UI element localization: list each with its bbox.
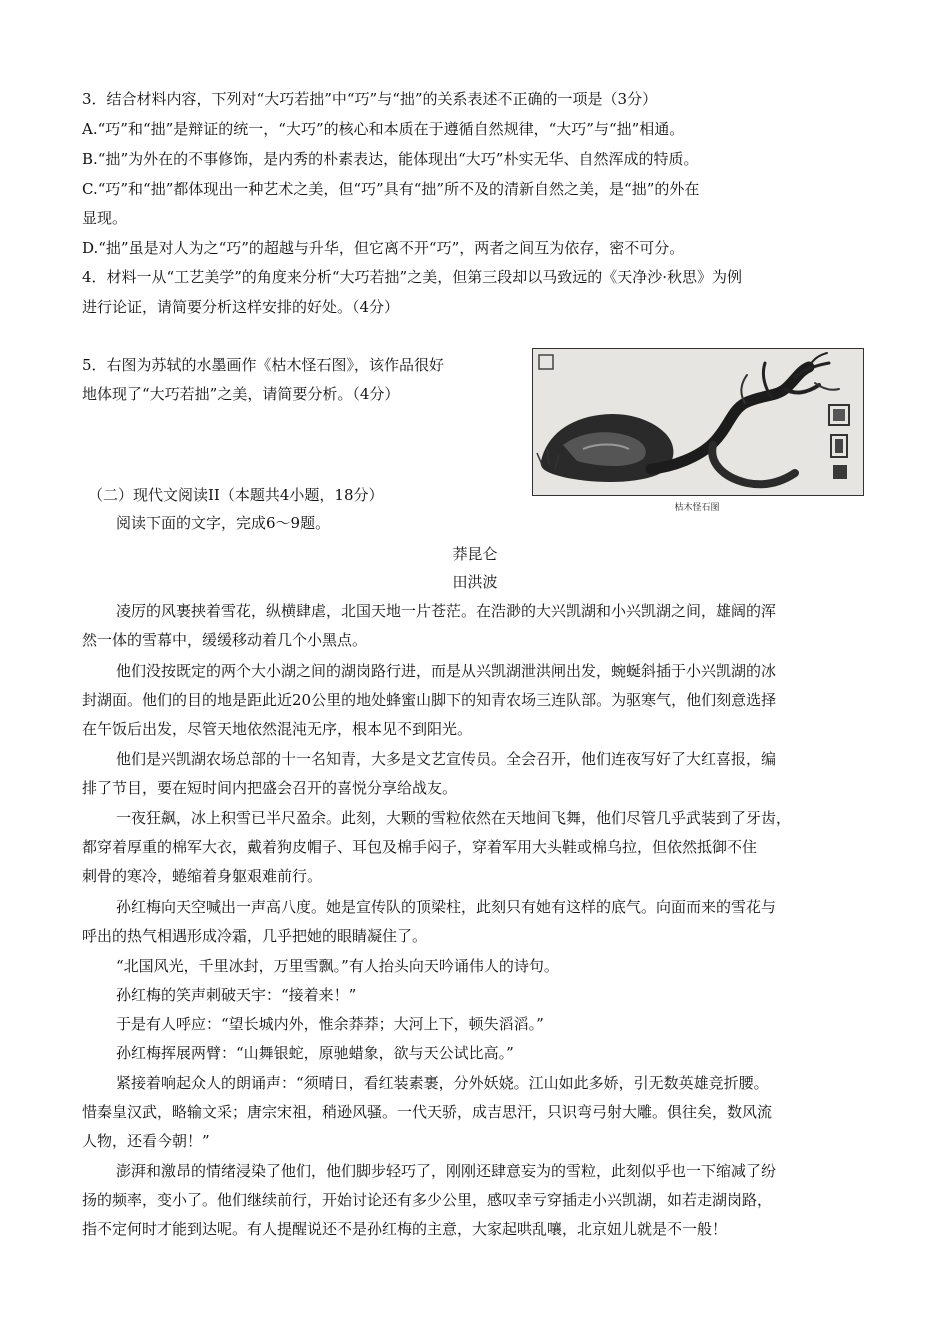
article-line: “北国风光，千里冰封，万里雪飘。”有人抬头向天吟诵伟人的诗句。 [116,957,559,975]
article-line: 惜秦皇汉武，略输文采；唐宗宋祖，稍逊风骚。一代天骄，成吉思汗，只识弯弓射大雕。俱往矣，数风流 [82,1103,773,1121]
q4-line2: 进行论证，请简要分析这样安排的好处。（4分） [82,298,400,316]
article-line: 孙红梅的笑声刺破天宇：“接着来！” [116,986,357,1004]
article-line: 他们是兴凯湖农场总部的十一名知青，大多是文艺宣传员。全会召开，他们连夜写好了大红喜报，编 [116,750,777,768]
article-line: 封湖面。他们的目的地是距此近20公里的地处蜂蜜山脚下的知青农场三连队部。为驱寒气，他们刻意选择 [82,691,777,709]
article-line: 排了节目，要在短时间内把盛会召开的喜悦分享给战友。 [82,779,458,797]
article-line: 呼出的热气相遇形成冷霜，几乎把她的眼睛凝住了。 [82,927,428,945]
q3-option-c-line1: C.“巧”和“拙”都体现出一种艺术之美，但“巧”具有“拙”所不及的清新自然之美，是“拙”的外在 [82,180,700,198]
q3-option-c-line2: 显现。 [82,209,128,227]
article-line: 在午饭后出发，尽管天地依然混沌无序，根本见不到阳光。 [82,720,473,738]
article-line: 刺骨的寒冷，蜷缩着身躯艰难前行。 [82,867,323,885]
article-title: 莽昆仑 [452,545,498,563]
section-heading: （二）现代文阅读II（本题共4小题，18分） [88,486,384,504]
q5-line2: 地体现了“大巧若拙”之美，请简要分析。（4分） [82,385,400,403]
article-line: 于是有人呼应：“望长城内外，惟余莽莽；大河上下，顿失滔滔。” [116,1015,544,1033]
painting-illustration [533,349,863,495]
painting-caption: 枯木怪石图 [674,503,720,513]
q3-option-a: A.“巧”和“拙”是辩证的统一，“大巧”的核心和本质在于遵循自然规律，“大巧”与“拙”相通。 [82,120,685,138]
section-instruction: 阅读下面的文字，完成6～9题。 [116,514,331,532]
article-line: 指不定何时才能到达呢。有人提醒说还不是孙红梅的主意，大家起哄乱嚷，北京妞儿就是不一般！ [82,1220,728,1238]
article-line: 紧接着响起众人的朗诵声：“须晴日，看红装素裹，分外妖娆。江山如此多娇，引无数英雄竞折腰。 [116,1074,769,1092]
q4-line1: 4．材料一从“工艺美学”的角度来分析“大巧若拙”之美，但第三段却以马致远的《天净沙·秋思》为例 [82,268,742,286]
article-line: 人物，还看今朝！” [82,1132,210,1150]
article-author: 田洪波 [452,573,498,591]
article-line: 然一体的雪幕中，缓缓移动着几个小黑点。 [82,631,368,649]
q3-option-d: D.“拙”虽是对人为之“巧”的超越与升华，但它离不开“巧”，两者之间互为依存，密不可分。 [82,239,685,257]
painting-image [532,348,864,496]
article-line: 一夜狂飙，冰上积雪已半尺盈余。此刻，大颗的雪粒依然在天地间飞舞，他们尽管几乎武装到了牙齿， [116,809,792,827]
article-line: 他们没按既定的两个大小湖之间的湖岗路行进，而是从兴凯湖泄洪闸出发，蜿蜒斜插于小兴凯湖的冰 [116,662,777,680]
article-line: 凌厉的风裹挟着雪花，纵横肆虐，北国天地一片苍茫。在浩渺的大兴凯湖和小兴凯湖之间，雄阔的浑 [116,602,777,620]
article-line: 孙红梅向天空喊出一声高八度。她是宣传队的顶梁柱，此刻只有她有这样的底气。向面而来的雪花与 [116,898,777,916]
article-line: 孙红梅挥展两臂：“山舞银蛇，原驰蜡象，欲与天公试比高。” [116,1044,514,1062]
article-line: 都穿着厚重的棉军大衣，戴着狗皮帽子、耳包及棉手闷子，穿着军用大头鞋或棉乌拉，但依然抵御不住 [82,838,758,856]
q3-option-b: B.“拙”为外在的不事修饰，是内秀的朴素表达，能体现出“大巧”朴实无华、自然浑成的特质。 [82,150,699,168]
q3-stem: 3．结合材料内容，下列对“大巧若拙”中“巧”与“拙”的关系表述不正确的一项是（3分） [82,90,658,108]
q5-line1: 5．右图为苏轼的水墨画作《枯木怪石图》，该作品很好 [82,356,445,374]
article-line: 扬的频率，变小了。他们继续前行，开始讨论还有多少公里，感叹幸亏穿插走小兴凯湖，如若走湖岗路， [82,1191,773,1209]
article-line: 澎湃和激昂的情绪浸染了他们，他们脚步轻巧了，刚刚还肆意妄为的雪粒，此刻似乎也一下缩减了纷 [116,1162,777,1180]
